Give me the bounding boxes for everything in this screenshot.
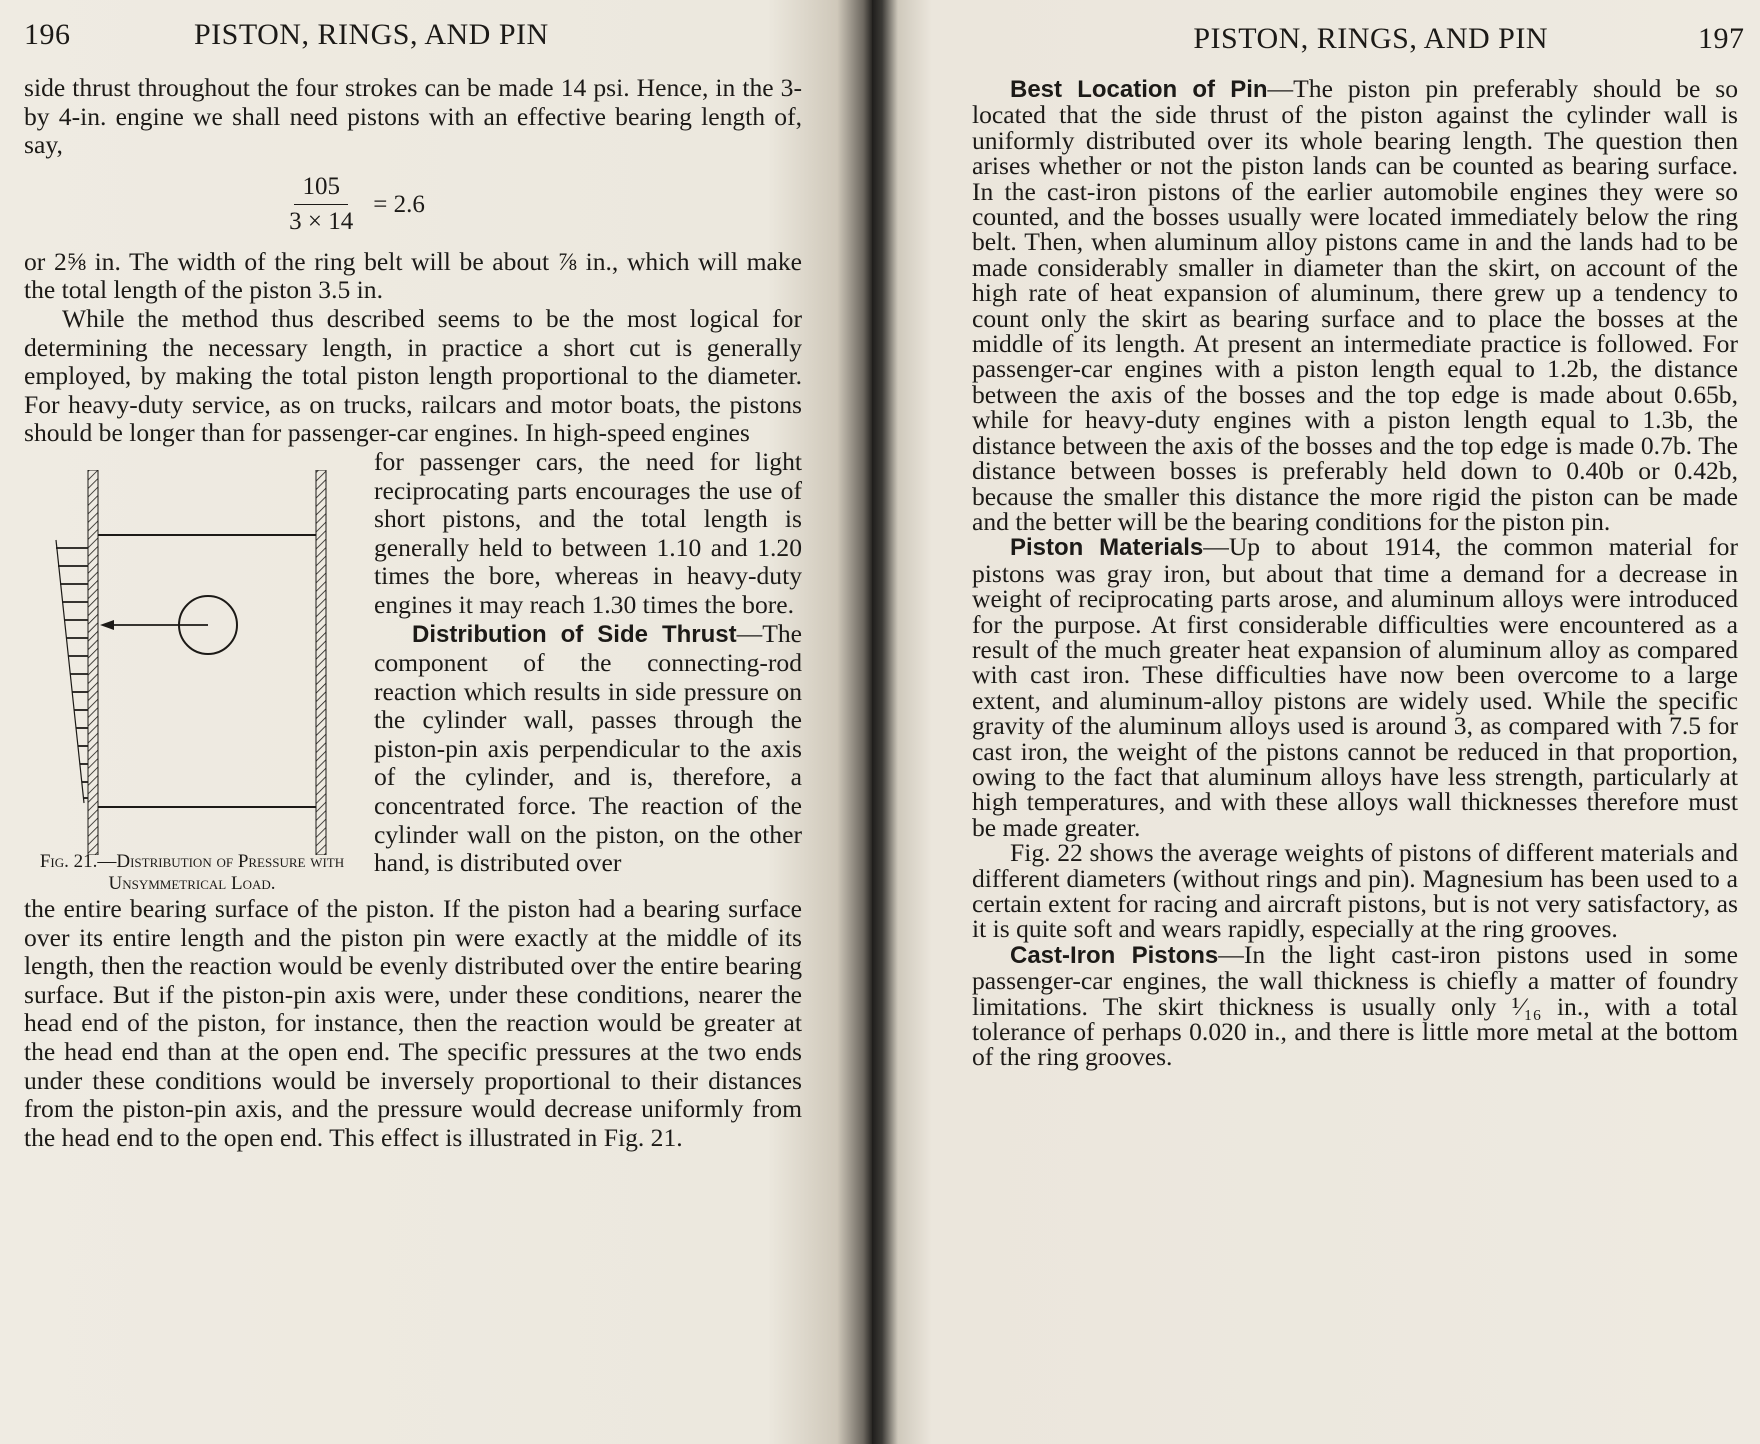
pressure-distribution-diagram	[38, 470, 358, 855]
paragraph: the entire bearing surface of the piston. If the piston had a bearing surface over its entire length and the piston pin were exactly at the middle of its length, then the reaction would be evenly distributed over the entire bearing surface. But if the piston-pin axis were, under these conditions, nearer the head end of the piston, for instance, then the reaction would be greater at the head end than at the open end. The specific pressures at the two ends under these conditions would be inversely proportional to their distances from the piston-pin axis, and the pressure would decrease uniformly from the head end to the open end. This effect is illustrated in Fig. 21.	[24, 893, 802, 1152]
running-head: PISTON, RINGS, AND PIN	[194, 18, 549, 51]
section-heading: Piston Materials	[1010, 534, 1204, 562]
right-page-body	[972, 76, 1738, 1070]
paragraph: for passenger cars, the need for light reciprocating parts encourages the use of short pistons, and the total length is generally held to between 1.10 and 1.20 times the bore, whereas in heavy-duty engines it may reach 1.30 times the bore.	[374, 446, 802, 619]
right-page	[872, 0, 1760, 1444]
right-page-header	[972, 22, 1745, 56]
equation	[24, 166, 802, 244]
figure-float-block	[24, 448, 802, 895]
section-heading: Cast-Iron Pistons	[1010, 941, 1219, 969]
left-page-header	[24, 18, 802, 52]
page-number: 196	[24, 18, 71, 51]
paragraph: or 2⅝ in. The width of the ring belt will be about ⅞ in., which will make the total length of the piston 3.5 in.	[24, 246, 802, 305]
paragraph-text: —The component of the connecting-rod reaction which results in side pressure on the cylinder wall, passes through the piston-pin axis perpendicular to the axis of the cylinder, and is, therefore, a concentrated force. The reaction of the cylinder wall on the piston, on the other hand, is distributed over	[374, 618, 802, 878]
running-head: PISTON, RINGS, AND PIN	[1193, 22, 1548, 55]
paragraph	[374, 620, 802, 878]
numerator: 105	[294, 173, 348, 205]
paragraph	[972, 76, 1738, 534]
paragraph-text: —Up to about 1914, the common material for pistons was gray iron, but about that time a demand for a decrease in weight of reciprocating parts arose, and aluminum alloys were introduced for the purpose. At first considerable difficulties were encountered as a result of the much greater heat expansion of aluminum alloy as compared with cast iron. These difficulties have now been overcome to a large extent, and aluminum-alloy pistons are widely used. While the specific gravity of the aluminum alloys used is around 3, as compared with 7.5 for cast iron, the weight of the pistons cannot be reduced in that proportion, owing to the fact that aluminum alloys have less strength, particularly at high temperatures, and with these alloys wall thicknesses therefore must be made greater.	[972, 532, 1738, 842]
page-number: 197	[1698, 22, 1745, 55]
figure-21	[24, 448, 374, 895]
left-page	[0, 0, 872, 1444]
section-heading: Best Location of Pin	[1010, 76, 1268, 103]
fraction	[281, 173, 361, 236]
paragraph-text: —The piston pin preferably should be so located that the side thrust of the piston against the cylinder wall is uniformly distributed over its whole bearing length. The question then arises whether or not the piston lands can be counted as bearing surface. In the cast-iron pistons of the earlier automobile engines they were so counted, and the bosses usually were located immediately below the ring belt. Then, when aluminum alloy pistons came in and the lands had to be made considerably smaller in diameter than the skirt, on account of the high rate of heat expansion of aluminum, there grew up a tendency to count only the skirt as bearing surface and to place the bosses at the middle of its length. At present an intermediate practice is followed. For passenger-car engines with a piston length equal to 1.2b, the distance between the axis of the bosses and the top edge is made about 0.65b, while for heavy-duty engines with a piston length equal to 1.3b, the distance between the axis of the bosses and the top edge is made 0.7b. The distance between bosses is preferably held down to 0.40b or 0.42b, because the smaller this distance the more rigid the piston can be made and the better will be the bearing conditions for the piston pin.	[972, 74, 1738, 536]
paragraph-text: —In the light cast-iron pistons used in some passenger-car engines, the wall thickness is chiefly a matter of foundry limitations. The skirt thickness is usually only ¹⁄₁₆ in., with a total tolerance of perhaps 0.020 in., and there is little more metal at the bottom of the ring grooves.	[972, 939, 1738, 1072]
section-heading: Distribution of Side Thrust	[412, 620, 737, 648]
paragraph: side thrust throughout the four strokes can be made 14 psi. Hence, in the 3- by 4-in. engine we shall need pistons with an effective bearing length of, say,	[24, 73, 802, 160]
equation-result: = 2.6	[373, 190, 425, 218]
paragraph	[972, 534, 1738, 840]
paragraph: While the method thus described seems to be the most logical for determining the necessary length, in practice a short cut is generally employed, by making the total piston length proportional to the diameter. For heavy-duty service, as on trucks, railcars and motor boats, the pistons should be longer than for passenger-car engines. In high-speed engines	[24, 303, 802, 448]
figure-caption: Fig. 21.—Distribution of Pressure with Unsymmetrical Load.	[39, 850, 345, 894]
float-text-column	[374, 448, 802, 895]
denominator: 3 × 14	[289, 208, 354, 236]
paragraph: Fig. 22 shows the average weights of pistons of different materials and different diameters (without rings and pin). Magnesium has been used to a certain extent for racing and aircraft pistons, but is not very satisfactory, as it is quite soft and wears rapidly, especially at the ring grooves.	[972, 838, 1738, 944]
paragraph	[972, 939, 1738, 1072]
